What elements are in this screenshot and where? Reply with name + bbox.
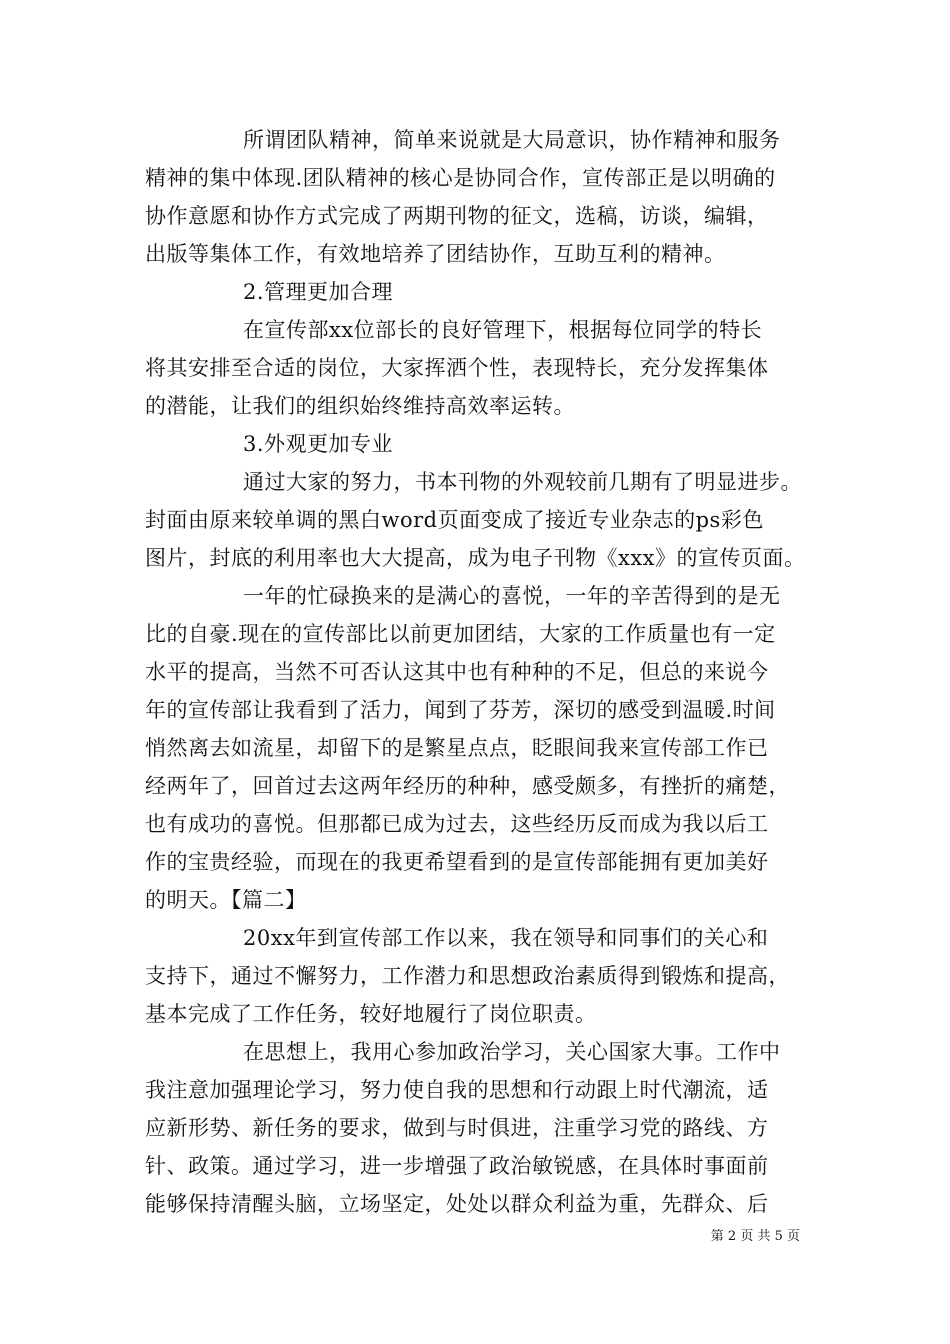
text-line: 一年的忙碌换来的是满心的喜悦，一年的辛苦得到的是无 [243, 584, 781, 608]
text-line: 在宣传部xx位部长的良好管理下，根据每位同学的特长 [243, 318, 763, 342]
text-line: 水平的提高，当然不可否认这其中也有种种的不足，但总的来说今 [145, 660, 769, 684]
text-line: 应新形势、新任务的要求，做到与时俱进，注重学习党的路线、方 [145, 1116, 769, 1140]
text-line: 的明天。【篇二】 [145, 888, 307, 912]
text-line: 基本完成了工作任务，较好地履行了岗位职责。 [145, 1002, 597, 1026]
text-line: 比的自豪.现在的宣传部比以前更加团结，大家的工作质量也有一定 [145, 622, 776, 646]
text-line: 通过大家的努力，书本刊物的外观较前几期有了明显进步。 [243, 470, 802, 494]
text-line: 针、政策。通过学习，进一步增强了政治敏锐感，在具体时事面前 [145, 1154, 769, 1178]
page-number-footer: 第 2 页 共 5 页 [710, 1229, 800, 1244]
text-line: 作的宝贵经验，而现在的我更希望看到的是宣传部能拥有更加美好 [145, 850, 769, 874]
text-line: 支持下，通过不懈努力，工作潜力和思想政治素质得到锻炼和提高， [145, 964, 790, 988]
text-line: 也有成功的喜悦。但那都已成为过去，这些经历反而成为我以后工 [145, 812, 769, 836]
text-line: 年的宣传部让我看到了活力，闻到了芬芳，深切的感受到温暖.时间 [145, 698, 776, 722]
text-line: 在思想上，我用心参加政治学习，关心国家大事。工作中 [243, 1040, 781, 1064]
text-line: 所谓团队精神，简单来说就是大局意识，协作精神和服务 [243, 128, 781, 152]
text-line: 协作意愿和协作方式完成了两期刊物的征文，选稿，访谈，编辑， [145, 204, 769, 228]
section-heading: 3.外观更加专业 [243, 432, 394, 456]
text-line: 我注意加强理论学习，努力使自我的思想和行动跟上时代潮流，适 [145, 1078, 769, 1102]
text-line: 悄然离去如流星，却留下的是繁星点点，眨眼间我来宣传部工作已 [145, 736, 769, 760]
section-heading: 2.管理更加合理 [243, 280, 394, 304]
text-line: 出版等集体工作，有效地培养了团结协作，互助互利的精神。 [145, 242, 726, 266]
text-line: 经两年了，回首过去这两年经历的种种，感受颇多，有挫折的痛楚， [145, 774, 790, 798]
text-line: 图片，封底的利用率也大大提高，成为电子刊物《xxx》的宣传页面。 [145, 546, 806, 570]
text-line: 封面由原来较单调的黑白word页面变成了接近专业杂志的ps彩色 [145, 508, 764, 532]
text-line: 精神的集中体现.团队精神的核心是协同合作，宣传部正是以明确的 [145, 166, 776, 190]
text-line: 的潜能，让我们的组织始终维持高效率运转。 [145, 394, 575, 418]
text-line: 能够保持清醒头脑，立场坚定，处处以群众利益为重，先群众、后 [145, 1192, 769, 1216]
text-line: 将其安排至合适的岗位，大家挥洒个性，表现特长，充分发挥集体 [145, 356, 769, 380]
text-line: 20xx年到宣传部工作以来，我在领导和同事们的关心和 [243, 926, 769, 950]
